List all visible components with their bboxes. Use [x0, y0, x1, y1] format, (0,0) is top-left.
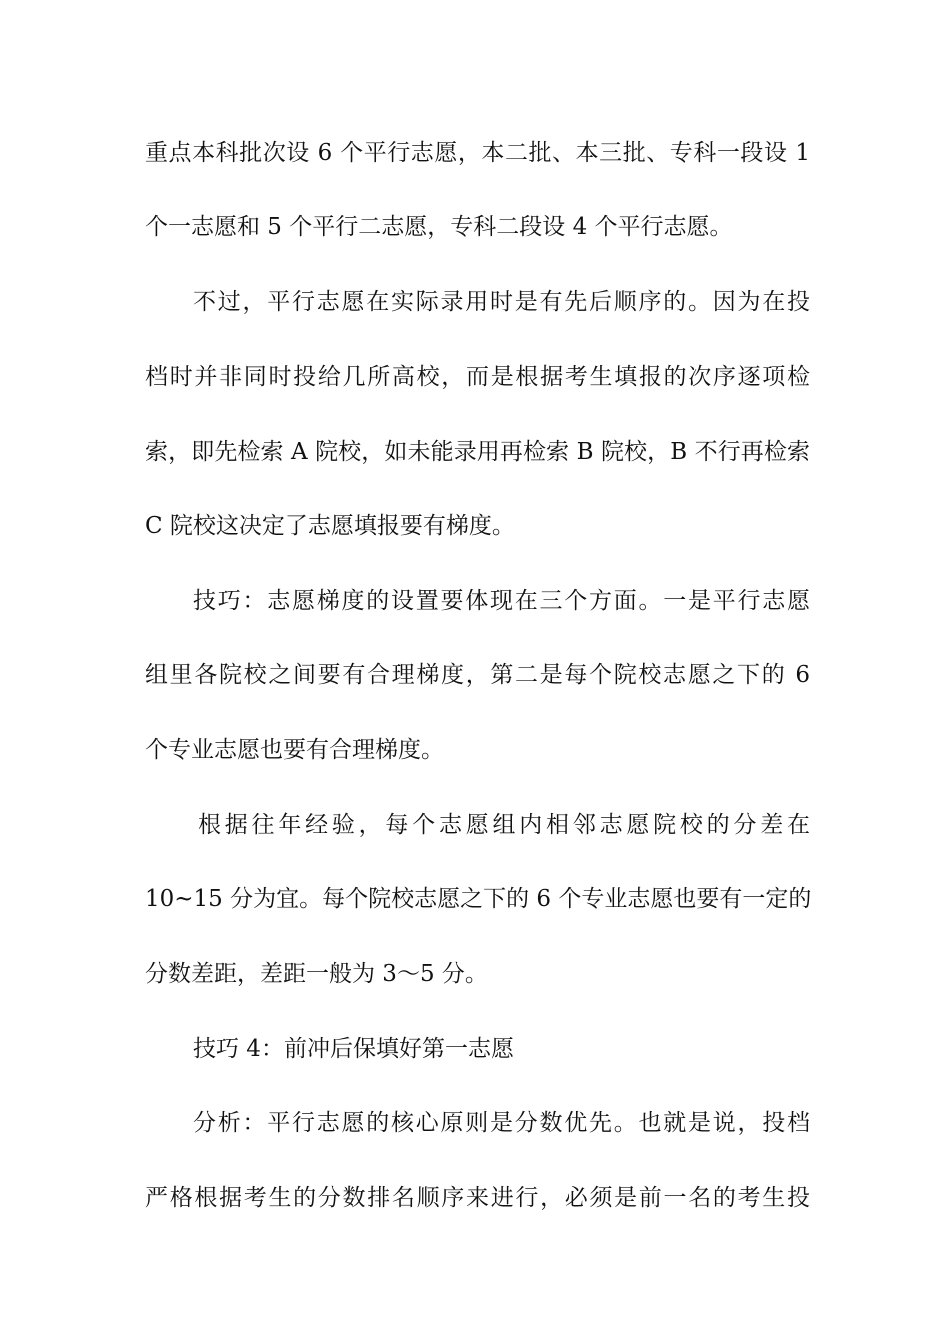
paragraph-line: 严格根据考生的分数排名顺序来进行，必须是前一名的考生投 — [145, 1185, 810, 1211]
paragraph-line: 不过，平行志愿在实际录用时是有先后顺序的。因为在投 — [193, 289, 810, 315]
paragraph-line: 组里各院校之间要有合理梯度，第二是每个院校志愿之下的 6 — [145, 662, 810, 688]
paragraph-line: 个一志愿和 5 个平行二志愿，专科二段设 4 个平行志愿。 — [145, 214, 733, 240]
paragraph-line: 重点本科批次设 6 个平行志愿，本二批、本三批、专科一段设 1 — [145, 140, 810, 166]
paragraph-line: C 院校这决定了志愿填报要有梯度。 — [145, 513, 515, 539]
section-heading: 技巧 4：前冲后保填好第一志愿 — [193, 1036, 514, 1062]
paragraph-line: 档时并非同时投给几所高校，而是根据考生填报的次序逐项检 — [145, 364, 810, 390]
paragraph-line: 索，即先检索 A 院校，如未能录用再检索 B 院校，B 不行再检索 — [145, 439, 810, 465]
paragraph-line: 个专业志愿也要有合理梯度。 — [145, 737, 444, 763]
paragraph-line: 10~15 分为宜。每个院校志愿之下的 6 个专业志愿也要有一定的 — [145, 886, 812, 912]
paragraph-line: 根据往年经验，每个志愿组内相邻志愿院校的分差在 — [198, 812, 810, 838]
paragraph-line: 分析：平行志愿的核心原则是分数优先。也就是说，投档 — [193, 1110, 810, 1136]
paragraph-line: 分数差距，差距一般为 3～5 分。 — [145, 961, 488, 987]
paragraph-line: 技巧：志愿梯度的设置要体现在三个方面。一是平行志愿 — [193, 588, 810, 614]
